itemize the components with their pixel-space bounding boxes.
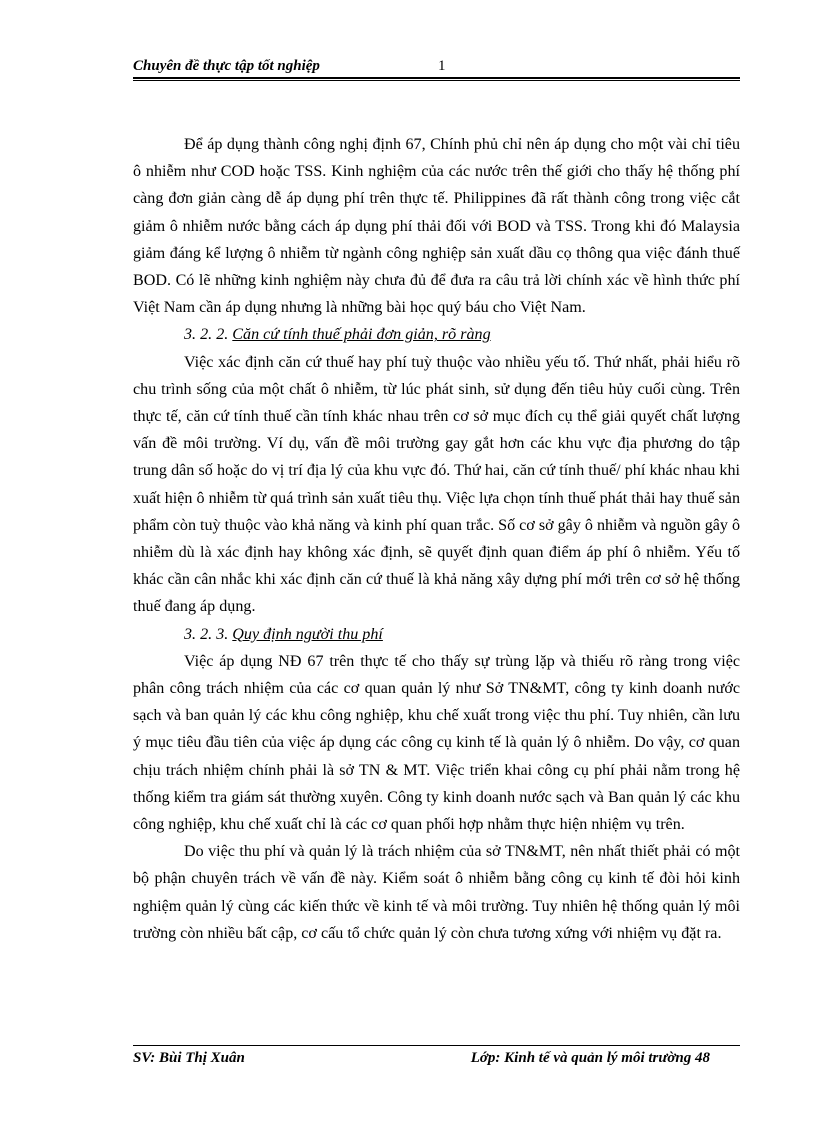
section-heading (133, 321, 740, 348)
page-footer (133, 1050, 740, 1072)
header-divider (133, 77, 740, 81)
body-paragraph: Việc áp dụng NĐ 67 trên thực tế cho thấy sự trùng lặp và thiếu rõ ràng trong việc phân công trách nhiệm của các cơ quan quản lý như Sở TN&MT, công ty kinh doanh nước sạch và ban quản lý các khu công nghiệp, khu chế xuất trong việc thu phí. Tuy nhiên, cần lưu ý mục tiêu đầu tiên của việc áp dụng các công cụ kinh tế là quản lý ô nhiễm. Do vậy, cơ quan chịu trách nhiệm chính phải là sở TN & MT. Việc triển khai công cụ phí phải nằm trong hệ thống kiểm tra giám sát thường xuyên. Công ty kinh doanh nước sạch và Ban quản lý các khu công nghiệp, khu chế xuất chỉ là các cơ quan phối hợp nhằm thực hiện nhiệm vụ trên. (133, 652, 740, 834)
page-header (133, 55, 740, 79)
section-heading (133, 621, 740, 648)
body-paragraph: Do việc thu phí và quản lý là trách nhiệm của sở TN&MT, nên nhất thiết phải có một bộ phận chuyên trách về vấn đề này. Kiểm soát ô nhiễm bằng công cụ kinh tế đòi hỏi kinh nghiệm quản lý cùng các kiến thức về kinh tế và môi trường. Tuy nhiên hệ thống quản lý môi trường còn nhiều bất cập, cơ cấu tổ chức quản lý còn chưa tương xứng với nhiệm vụ đặt ra. (133, 843, 740, 942)
footer-divider (133, 1045, 740, 1046)
body-paragraph: Việc xác định căn cứ thuế hay phí tuỳ thuộc vào nhiều yếu tố. Thứ nhất, phải hiểu rõ chu trình sống của một chất ô nhiễm, từ lúc phát sinh, sử dụng đến tiêu hủy cuối cùng. Trên thực tế, căn cứ tính thuế cần tính khác nhau trên cơ sở mục đích cụ thể giải quyết chất lượng vấn đề môi trường. Ví dụ, vấn đề môi trường gay gắt hơn các khu vực địa phương do tập trung dân số hoặc do vị trí địa lý của khu vực đó. Thứ hai, căn cứ tính thuế/ phí khác nhau khi xuất hiện ô nhiễm từ quá trình sản xuất tiêu thụ. Việc lựa chọn tính thuế phát thải hay thuế sản phẩm còn tuỳ thuộc vào khả năng và kinh phí quan trắc. Số cơ sở gây ô nhiễm và nguồn gây ô nhiễm dù là xác định hay không xác định, sẽ quyết định quan điểm áp phí ô nhiễm. Yếu tố khác cần cân nhắc khi xác định căn cứ thuế là khả năng xây dựng phí mới trên cơ sở hệ thống thuế đang áp dụng. (133, 353, 740, 616)
section-title: Căn cứ tính thuế phải đơn giản, rõ ràng (232, 326, 491, 344)
body-paragraph: Để áp dụng thành công nghị định 67, Chính phủ chỉ nên áp dụng cho một vài chỉ tiêu ô nhiễm như COD hoặc TSS. Kinh nghiệm của các nước trên thế giới cho thấy hệ thống phí càng đơn giản càng dễ áp dụng phí trên thực tế. Philippines đã rất thành công trong việc cắt giảm ô nhiễm nước bằng cách áp dụng phí thải đối với BOD và TSS. Trong khi đó Malaysia giảm đáng kể lượng ô nhiễm từ ngành công nghiệp sản xuất dầu cọ thông qua việc đánh thuế BOD. Có lẽ những kinh nghiệm này chưa đủ để đưa ra câu trả lời chính xác về hình thức phí Việt Nam cần áp dụng nhưng là những bài học quý báu cho Việt Nam. (133, 136, 740, 317)
section-number: 3. 2. 3. (184, 625, 229, 643)
class-name: Lớp: Kinh tế và quản lý môi trường 48 (470, 1050, 710, 1066)
page-number: 1 (438, 58, 446, 74)
student-name: SV: Bùi Thị Xuân (133, 1050, 245, 1066)
document-body (133, 131, 740, 947)
document-title: Chuyên đề thực tập tốt nghiệp (133, 58, 320, 74)
section-title: Quy định người thu phí (232, 625, 383, 643)
section-number: 3. 2. 2. (184, 326, 229, 344)
